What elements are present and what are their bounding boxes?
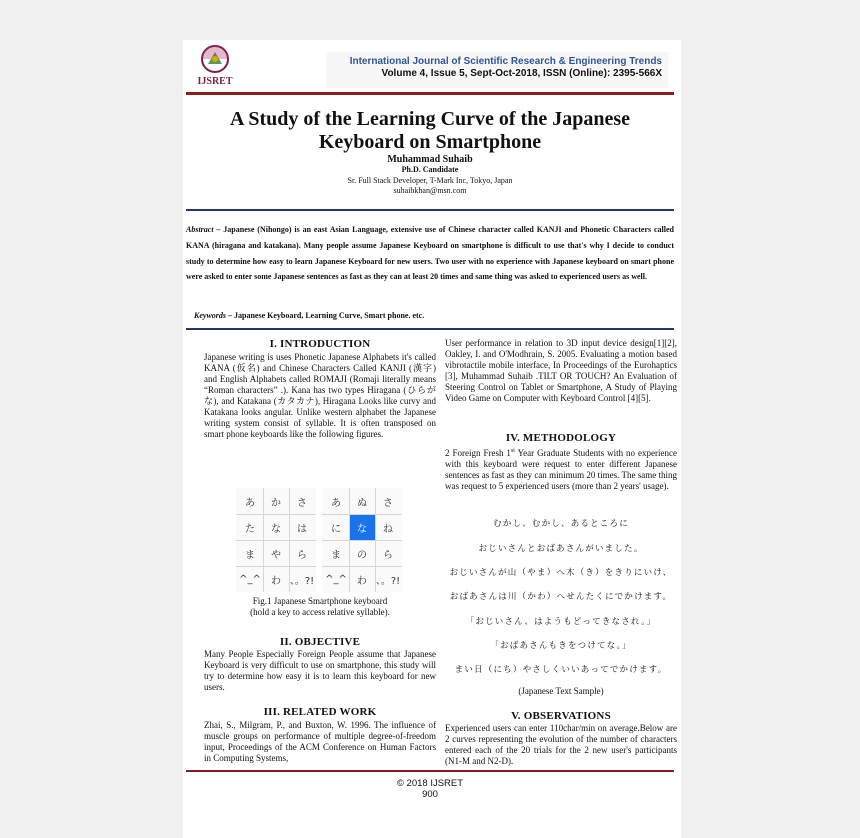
methodology-text-rest: Year Graduate Students with no experience with this keyboard were request to enter different Japanese sentences as fast as they can minimum 20 times. The same thing was request to 5 experienced users (more than 2 years' usage). (445, 448, 677, 491)
methodology-text (445, 446, 677, 492)
keyboard-gridline (322, 566, 402, 567)
introduction-text: Japanese writing is uses Phonetic Japanese Alphabets it's called KANA (仮名) and Chinese Characters Called KANJI (漢字) and English Alphabets called ROMAJI (Romaji literally means “Roman characters” .). Kana has two types Hiragana (ひらがな), and Katakana (カタカナ), Hiragana Looks like curvy and Katakana looks angular. Unlike western alphabet the Japanese writing system consist of syllable. It is often transposed on smart phone keyboards like the following figures. (204, 352, 436, 439)
title-line-1: A Study of the Learning Curve of the Japanese (229, 108, 630, 130)
japanese-sample-line: まい日（にち）やさしくいいあってでかけます。 (454, 665, 668, 675)
keyboard-left (236, 488, 316, 592)
related-work-heading: III. RELATED WORK (263, 706, 377, 718)
keyboard-key: た (245, 523, 255, 535)
keyboard-key: ^_^ (239, 573, 261, 585)
keyboard-key: ら (383, 549, 393, 561)
keyboard-gridline (236, 540, 316, 541)
abstract-top-rule (186, 209, 674, 211)
keyboard-gridline (263, 488, 264, 592)
logo-text: IJSRET (197, 76, 233, 87)
keyboard-key: あ (331, 497, 341, 509)
methodology-text-sup: st (510, 448, 515, 454)
related-work-text-right: User performance in relation to 3D input device design[1][2], Oakley, I. and O'Modhrain, S. 2005. Evaluating a motion based vibrotactile mobile interface, In Proceedings of the Eurohaptics [3], Muhammad Suhaib .TILT OR TOUCH? An Evaluation of Steering Control on Tablet or Smartphone, A Study of Playing Video Game on Computer with Keyboard Control [4][5]. (445, 338, 677, 403)
methodology-heading: IV. METHODOLOGY (505, 432, 617, 444)
keyboard-key: や (271, 549, 281, 561)
author-email: suhaibkhan@msn.com (393, 186, 467, 195)
author-name: Muhammad Suhaib (387, 154, 473, 165)
keyboard-key: さ (383, 497, 393, 509)
journal-header (326, 52, 668, 88)
journal-logo (188, 42, 242, 88)
journal-name: International Journal of Scientific Research & Engineering Trends (349, 56, 662, 67)
abstract (186, 222, 674, 285)
japanese-sample-line: 「おばあさんもきをつけてな。」 (490, 641, 632, 651)
keyboard-right (322, 488, 402, 592)
japanese-sample-line: むかし、むかし、あるところに (493, 519, 629, 529)
objective-text: Many People Especially Foreign People assume that Japanese Keyboard is very difficult to use on smartphone, this study will try to determine how easy it is to learn this keyboard for new users. (204, 649, 436, 692)
keyboard-key: わ (357, 575, 367, 587)
keyboard-key: は (297, 523, 307, 535)
keywords-label: Keywords (194, 311, 226, 320)
keyboard-key: ね (383, 523, 393, 535)
keyboard-key: 、。?! (289, 575, 315, 587)
paper-title (190, 108, 670, 154)
footer-divider (186, 770, 674, 772)
abstract-bottom-rule (186, 328, 674, 330)
keyboard-key: あ (245, 497, 255, 509)
keyboard-key: か (271, 497, 281, 509)
related-work-text-left: Zhai, S., Milgram, P., and Buxton, W. 1996. The influence of muscle groups on performance of multiple degree-of-freedom input, Proceedings of the ACM Conference on Human Factors in Computing Systems, (204, 720, 436, 763)
abstract-text: – Japanese (Nihongo) is an east Asian Language, extensive use of Chinese character called KANJI and Phonetic Characters called KANA (hiragana and katakana). Many people assume Japanese Keyboard on smartphone is difficult to use that's why I decide to conduct study to determine how easy to learn Japanese Keyboard for new users. Two user with no experience with Japanese keyboard on smart phone were asked to enter some Japanese sentences as fast as they can at least 20 times and same thing was asked to experienced users as well. (186, 225, 674, 282)
keyboard-gridline (322, 514, 402, 515)
keyboard-key: 、。?! (375, 575, 401, 587)
keywords (194, 311, 674, 320)
observations-text: Experienced users can enter 110char/min on average.Below are 2 curves representing the evolution of the number of characters entered each of the 20 trials for the 2 new user's participants (N1-M and N2-D). (445, 723, 677, 766)
japanese-sample-line: 「おじいさん、はようもどってきなされ。」 (465, 617, 657, 627)
objective-heading: II. OBJECTIVE (279, 636, 361, 648)
japanese-sample-caption: (Japanese Text Sample) (518, 686, 604, 696)
keyboard-key: に (331, 523, 341, 535)
observations-heading: V. OBSERVATIONS (511, 710, 611, 722)
keywords-text: – Japanese Keyboard, Learning Curve, Smart phone. etc. (226, 311, 425, 320)
author-degree: Ph.D. Candidate (401, 165, 459, 174)
figure-caption-line-1: Fig.1 Japanese Smartphone keyboard (252, 596, 388, 606)
figure-caption (204, 596, 436, 618)
author-affiliation: Sr. Full Stack Developer, T-Mark Inc, Tokyo, Japan (347, 176, 513, 185)
keyboard-key: な (349, 514, 375, 540)
abstract-label: Abstract (186, 225, 214, 234)
keyboard-key: さ (297, 497, 307, 509)
journal-volume: Volume 4, Issue 5, Sept-Oct-2018, ISSN (Online): 2395-566X (381, 68, 662, 79)
keyboard-key: の (357, 549, 367, 561)
japanese-sample-line: おばあさんは川（かわ）へせんたくにでかけます。 (449, 592, 673, 602)
keyboard-key: ぬ (357, 497, 367, 509)
methodology-text-prefix: 2 Foreign Fresh 1 (445, 448, 511, 458)
keyboard-key: ま (245, 549, 255, 561)
keyboard-key: な (271, 523, 281, 535)
footer-copyright: © 2018 IJSRET (396, 778, 464, 789)
keyboard-gridline (236, 514, 316, 515)
keyboard-key: ^_^ (325, 573, 347, 585)
figure-caption-line-2: (hold a key to access relative syllable). (250, 607, 390, 617)
introduction-heading: I. INTRODUCTION (269, 338, 371, 350)
keyboard-gridline (322, 540, 402, 541)
keyboard-gridline (375, 488, 376, 592)
page-number: 900 (422, 789, 438, 800)
page-footer (380, 778, 480, 800)
header-divider (186, 92, 674, 95)
keyboard-gridline (349, 488, 350, 592)
keyboard-gridline (289, 488, 290, 592)
keyboard-key: ま (331, 549, 341, 561)
japanese-sample-line: おじいさんとおばあさんがいました。 (478, 544, 644, 554)
title-line-2: Keyboard on Smartphone (318, 131, 542, 153)
keyboard-key: ら (297, 549, 307, 561)
keyboard-gridline (236, 566, 316, 567)
japanese-sample-line: おじいさんが山（やま）へ木（き）をきりにいけ、 (449, 568, 673, 578)
keyboard-key: わ (271, 575, 281, 587)
